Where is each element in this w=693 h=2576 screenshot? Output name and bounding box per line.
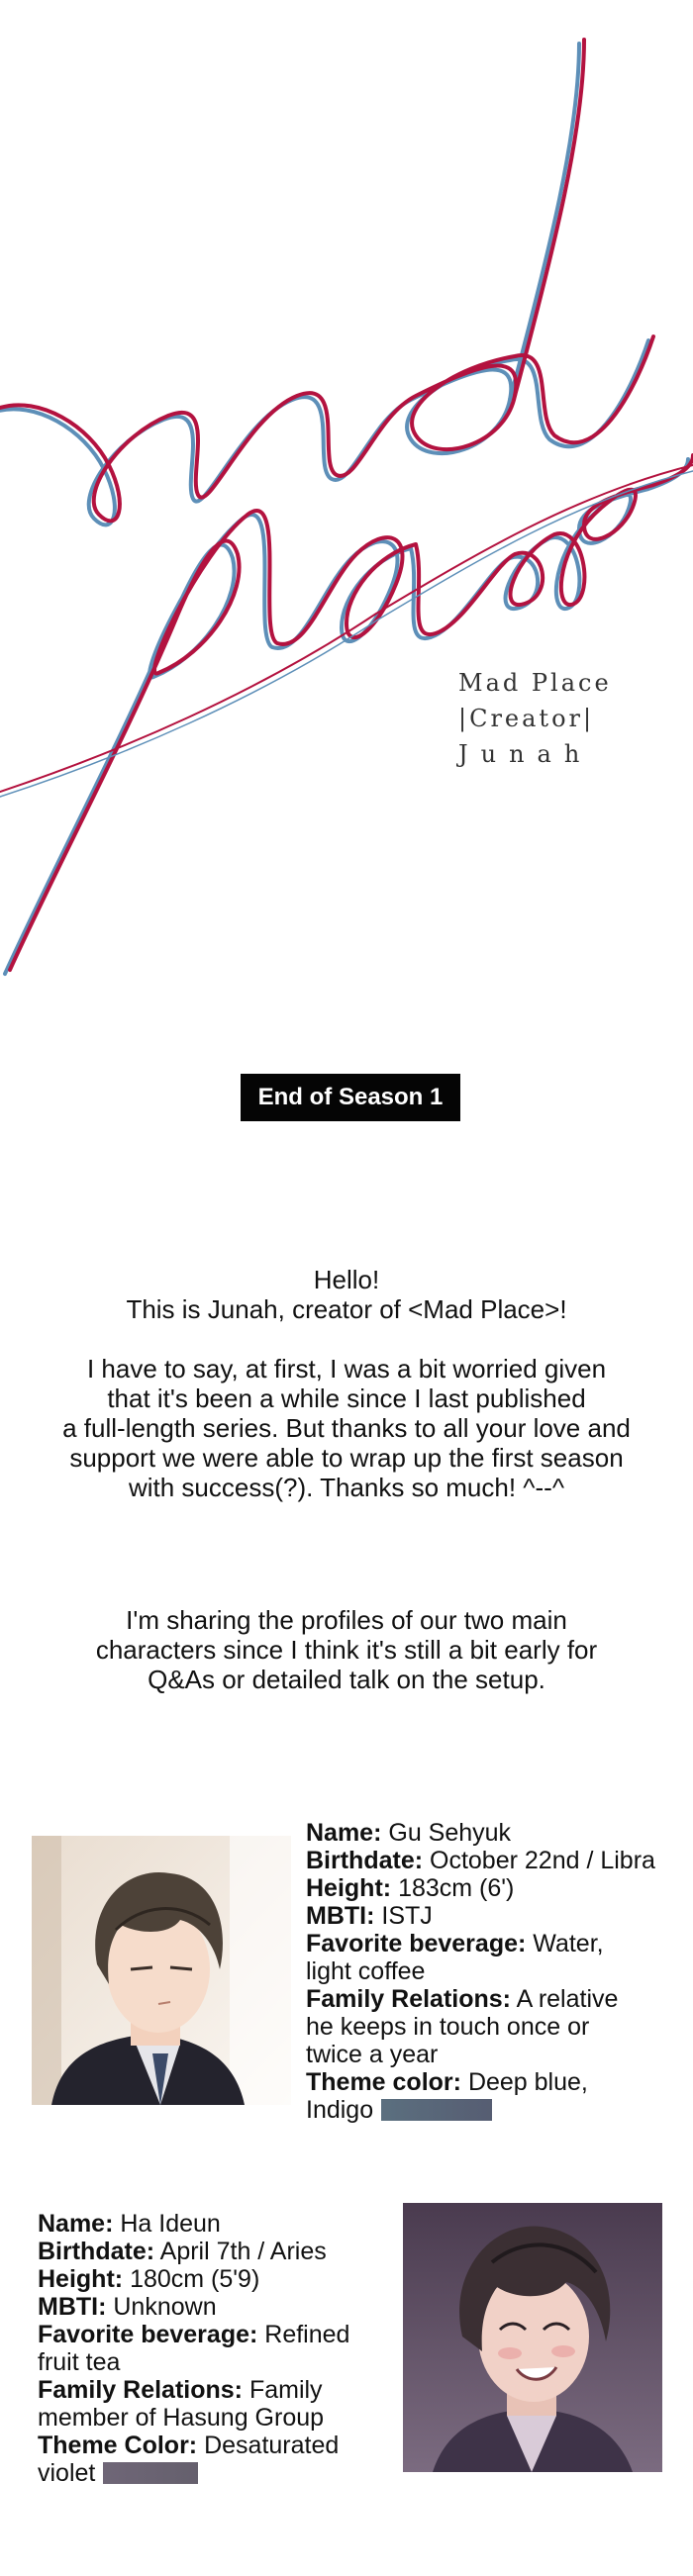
birthdate-value: October 22nd / Libra (430, 1847, 655, 1874)
paragraph-line: Q&As or detailed talk on the setup. (148, 1665, 545, 1694)
paragraph-line: support we were able to wrap up the first season (69, 1443, 624, 1473)
mbti-value: Unknown (113, 2293, 217, 2321)
birthdate-value: April 7th / Aries (159, 2238, 327, 2265)
paragraph-line: with success(?). Thanks so much! ^--^ (128, 1473, 565, 1502)
family-value: A relative (516, 1985, 619, 2013)
family-value-cont: member of Hasung Group (38, 2404, 325, 2432)
ha-ideun-profile (38, 2210, 349, 2487)
theme-value-cont: Indigo (306, 2096, 374, 2124)
theme-value: Desaturated (204, 2432, 340, 2459)
field-label: Family Relations: (38, 2376, 243, 2404)
beverage-value-cont: fruit tea (38, 2348, 121, 2376)
greeting-line: This is Junah, creator of <Mad Place>! (126, 1294, 567, 1324)
field-label: Theme Color: (38, 2432, 198, 2459)
paragraph-line: that it's been a while since I last published (107, 1383, 586, 1413)
credit-series: Mad Place (458, 669, 612, 697)
height-value: 183cm (6') (398, 1874, 515, 1902)
name-value: Gu Sehyuk (388, 1819, 512, 1847)
field-label: Birthdate: (306, 1847, 424, 1874)
field-label: Name: (38, 2210, 114, 2238)
mbti-value: ISTJ (381, 1902, 433, 1930)
family-value-cont: twice a year (306, 2041, 439, 2068)
field-label: MBTI: (38, 2293, 107, 2321)
name-value: Ha Ideun (120, 2210, 221, 2238)
paragraph-line: a full-length series. But thanks to all your love and (62, 1413, 631, 1443)
field-label: MBTI: (306, 1902, 375, 1930)
field-label: Favorite beverage: (38, 2321, 258, 2348)
title-logo (0, 0, 693, 990)
field-label: Height: (38, 2265, 124, 2293)
theme-value-cont: violet (38, 2459, 96, 2487)
profiles-intro (20, 1605, 673, 1694)
field-label: Name: (306, 1819, 382, 1847)
gu-sehyuk-profile (306, 1819, 655, 2124)
greeting-block (20, 1265, 673, 1324)
credit-role: |Creator| (458, 705, 595, 732)
field-label: Favorite beverage: (306, 1930, 527, 1957)
beverage-value: Refined (264, 2321, 350, 2348)
family-value: Family (248, 2376, 323, 2404)
gu-sehyuk-portrait (32, 1836, 291, 2105)
height-value: 180cm (5'9) (130, 2265, 260, 2293)
beverage-value-cont: light coffee (306, 1957, 426, 1985)
season-badge: End of Season 1 (241, 1074, 460, 1121)
thanks-paragraph (20, 1354, 673, 1502)
ha-ideun-portrait (403, 2203, 662, 2472)
creator-credits (458, 665, 637, 772)
theme-value: Deep blue, (467, 2068, 588, 2096)
paragraph-line: I'm sharing the profiles of our two main (126, 1605, 567, 1635)
credit-author: Junah (458, 740, 593, 768)
paragraph-line: I have to say, at first, I was a bit worried given (86, 1354, 607, 1383)
paragraph-line: characters since I think it's still a bit early for (95, 1635, 598, 1665)
field-label: Family Relations: (306, 1985, 511, 2013)
field-label: Birthdate: (38, 2238, 155, 2265)
theme-color-swatch (381, 2099, 492, 2121)
beverage-value: Water, (533, 1930, 604, 1957)
family-value-cont: he keeps in touch once or (306, 2013, 590, 2041)
field-label: Theme color: (306, 2068, 461, 2096)
field-label: Height: (306, 1874, 392, 1902)
theme-color-swatch (103, 2462, 198, 2484)
greeting-line: Hello! (313, 1265, 380, 1294)
